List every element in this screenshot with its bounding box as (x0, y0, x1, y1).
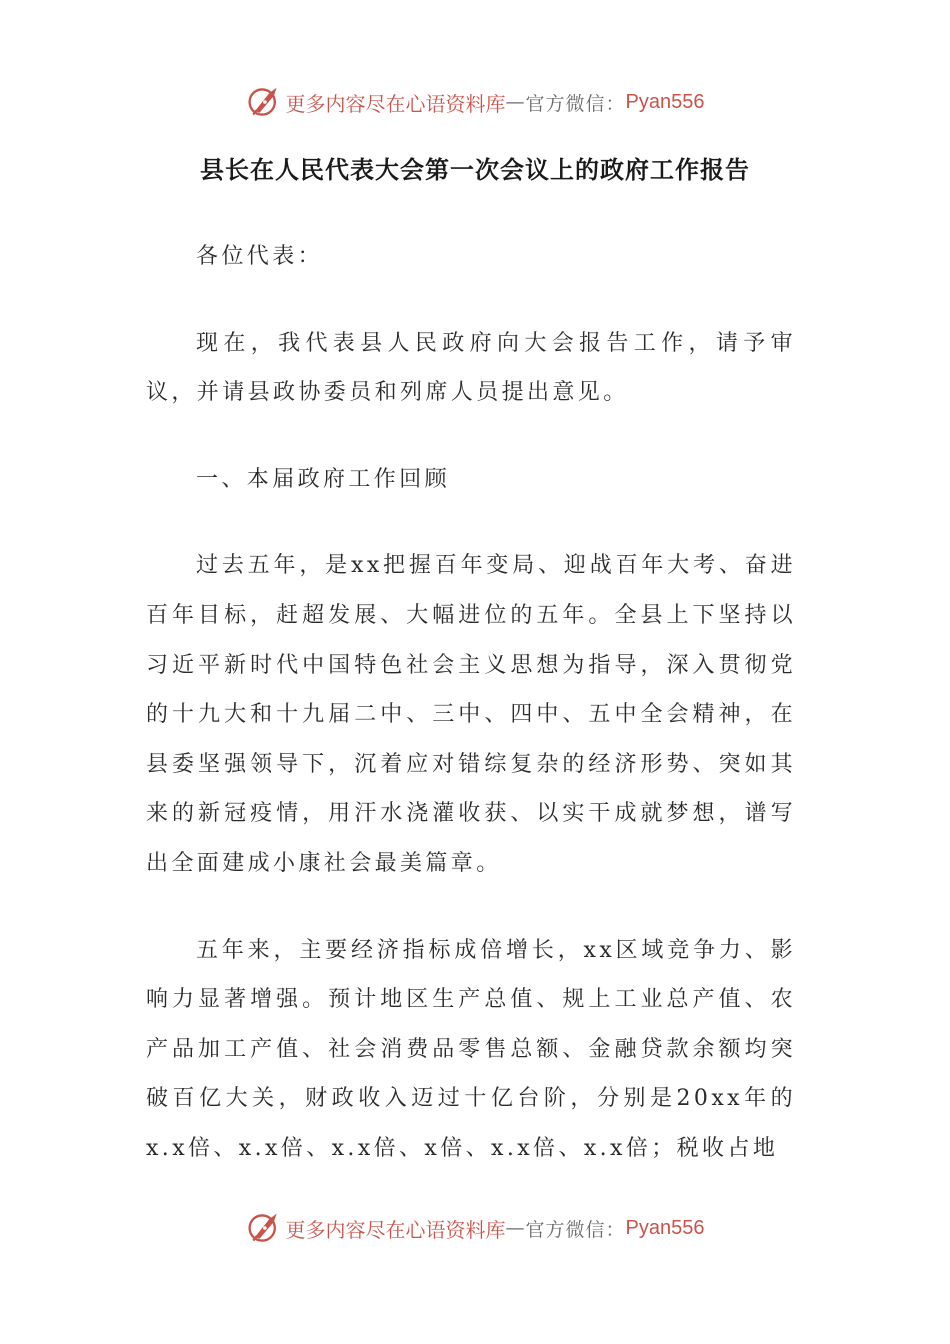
banner-dash: — (505, 1217, 526, 1239)
section-heading: 一、本届政府工作回顾 (196, 466, 451, 492)
review-paragraph: 过去五年，是xx把握百年变局、迎战百年大考、奋进百年目标，赶超发展、大幅进位的五年。全县上下坚持以习近平新时代中国特色社会主义思想为指导，深入贯彻党的十九大和十九届二中、三中、四中、五中全会精神，在县委坚强领导下，沉着应对错综复杂的经济形势、突如其来的新冠疫情，用汗水浇灌收获、以实干成就梦想，谱写出全面建成小康社会最美篇章。 (146, 553, 796, 876)
document-body (146, 232, 796, 1174)
salutation-paragraph: 各位代表： (196, 244, 324, 269)
document-title: 县长在人民代表大会第一次会议上的政府工作报告 (200, 156, 750, 184)
banner-promo-text: 更多内容尽在心语资料库 (285, 91, 506, 116)
banner-wechat-label: 官方微信： (525, 92, 626, 115)
pen-quill-logo-icon (246, 1210, 282, 1246)
banner-promo-text: 更多内容尽在心语资料库 (285, 1217, 506, 1242)
intro-paragraph: 现在，我代表县人民政府向大会报告工作，请予审议，并请县政协委员和列席人员提出意见。 (146, 330, 796, 406)
banner-wechat-id: Pyan556 (625, 90, 705, 113)
footer-banner (0, 1208, 950, 1248)
banner-dash: — (505, 91, 526, 113)
pen-quill-logo-icon (246, 84, 282, 120)
header-banner (0, 82, 950, 122)
indicators-paragraph: 五年来，主要经济指标成倍增长，xx区域竞争力、影响力显著增强。预计地区生产总值、规上工业总产值、农产品加工产值、社会消费品零售总额、金融贷款余额均突破百亿大关，财政收入迈过十亿台阶，分别是20xx年的x.x倍、x.x倍、x.x倍、x倍、x.x倍、x.x倍；税收占地 (146, 937, 796, 1161)
banner-wechat-label: 官方微信： (525, 1218, 626, 1241)
banner-wechat-id: Pyan556 (625, 1216, 705, 1239)
